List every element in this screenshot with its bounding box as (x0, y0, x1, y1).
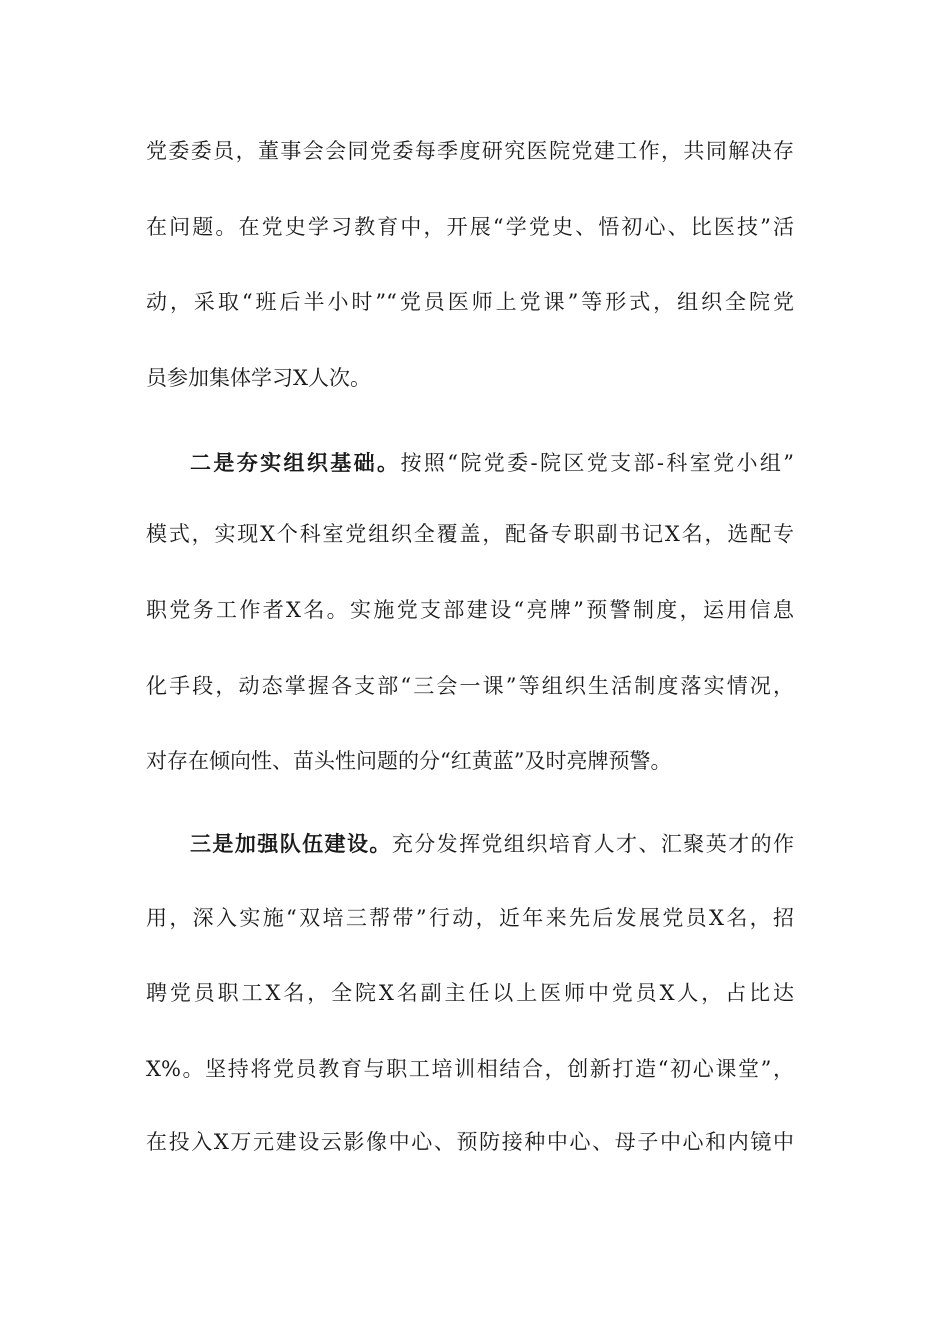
paragraph-3-line-2: 用，深入实施“双培三帮带”行动，近年来先后发展党员X名，招 (146, 906, 794, 930)
paragraph-2-line-3: 职党务工作者X名。实施党支部建设“亮牌”预警制度，运用信息 (146, 598, 794, 622)
paragraph-3-heading: 三是加强队伍建设。 (190, 831, 392, 856)
paragraph-2-line-2: 模式，实现X个科室党组织全覆盖，配备专职副书记X名，选配专 (146, 522, 794, 546)
paragraph-3-line-1 (190, 824, 794, 864)
paragraph-2-first-line-text: 按照“院党委-院区党支部-科室党小组” (400, 451, 795, 475)
paragraph-3-line-3: 聘党员职工X名，全院X名副主任以上医师中党员X人，占比达 (146, 981, 794, 1005)
paragraph-2-line-5: 对存在倾向性、苗头性问题的分“红黄蓝”及时亮牌预警。 (146, 749, 672, 773)
paragraph-2-line-1 (190, 443, 794, 483)
paragraph-3-line-4: X%。坚持将党员教育与职工培训相结合，创新打造“初心课堂”， (146, 1057, 794, 1081)
paragraph-2-line-4: 化手段，动态掌握各支部“三会一课”等组织生活制度落实情况， (146, 674, 794, 698)
paragraph-3-line-5: 在投入X万元建设云影像中心、预防接种中心、母子中心和内镜中 (146, 1130, 794, 1154)
paragraph-1-line-1: 党委委员，董事会会同党委每季度研究医院党建工作，共同解决存 (146, 139, 794, 163)
paragraph-1-line-4: 员参加集体学习X人次。 (146, 366, 371, 390)
paragraph-3-first-line-text: 充分发挥党组织培育人才、汇聚英才的作 (391, 832, 795, 856)
paragraph-2-heading: 二是夯实组织基础。 (190, 450, 401, 475)
paragraph-1-line-2: 在问题。在党史学习教育中，开展“学党史、悟初心、比医技”活 (146, 215, 794, 239)
paragraph-1-line-3: 动，采取“班后半小时”“党员医师上党课”等形式，组织全院党 (146, 290, 794, 314)
